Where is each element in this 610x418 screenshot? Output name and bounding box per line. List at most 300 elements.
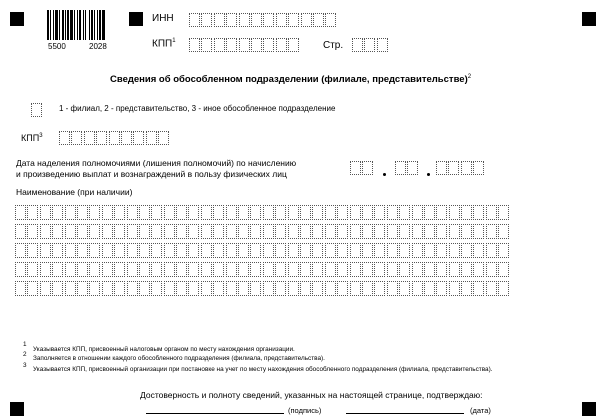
input-cell[interactable] (213, 224, 224, 239)
input-cell[interactable] (31, 103, 42, 117)
input-cell[interactable] (374, 281, 385, 296)
input-cell[interactable] (164, 281, 175, 296)
input-cell[interactable] (238, 243, 249, 258)
input-cell[interactable] (27, 281, 38, 296)
input-cell[interactable] (226, 281, 237, 296)
name-cells-row-3[interactable] (15, 243, 511, 258)
date-month-cells[interactable] (395, 161, 420, 175)
input-cell[interactable] (263, 243, 274, 258)
input-cell[interactable] (312, 205, 323, 220)
input-cell[interactable] (189, 13, 200, 27)
input-cell[interactable] (226, 243, 237, 258)
page-number-cells[interactable] (352, 38, 389, 52)
input-cell[interactable] (188, 281, 199, 296)
subdivision-type-hint: 1 - филиал, 2 - представительство, 3 - иное обособленное подразделение (59, 104, 336, 113)
name-cells-row-1[interactable] (15, 205, 511, 220)
input-cell[interactable] (350, 161, 361, 175)
input-cell[interactable] (288, 224, 299, 239)
input-cell[interactable] (362, 224, 373, 239)
input-cell[interactable] (65, 281, 76, 296)
page-label: Стр. (323, 40, 344, 51)
input-cell[interactable] (461, 224, 472, 239)
subdivision-kpp-footnote-mark: 3 (39, 133, 43, 139)
input-cell[interactable] (312, 262, 323, 277)
input-cell[interactable] (449, 262, 460, 277)
footnote-2-number: 2 (23, 351, 27, 358)
name-label: Наименование (при наличии) (16, 187, 133, 197)
input-cell[interactable] (226, 224, 237, 239)
barcode-bar (99, 10, 101, 40)
input-cell[interactable] (412, 281, 423, 296)
input-cell[interactable] (59, 131, 70, 145)
input-cell[interactable] (251, 13, 262, 27)
name-cells-row-4[interactable] (15, 262, 511, 277)
subdivision-kpp-label-text: КПП (21, 133, 40, 143)
input-cell[interactable] (424, 243, 435, 258)
input-cell[interactable] (214, 38, 225, 52)
input-cell[interactable] (275, 281, 286, 296)
input-cell[interactable] (114, 205, 125, 220)
input-cell[interactable] (139, 205, 150, 220)
input-cell[interactable] (40, 262, 51, 277)
input-cell[interactable] (127, 243, 138, 258)
input-cell[interactable] (27, 205, 38, 220)
input-cell[interactable] (337, 281, 348, 296)
input-cell[interactable] (15, 205, 26, 220)
input-cell[interactable] (201, 13, 212, 27)
input-cell[interactable] (89, 205, 100, 220)
input-cell[interactable] (486, 205, 497, 220)
input-cell[interactable] (436, 243, 447, 258)
input-cell[interactable] (89, 224, 100, 239)
input-cell[interactable] (374, 205, 385, 220)
input-cell[interactable] (461, 205, 472, 220)
input-cell[interactable] (89, 243, 100, 258)
input-cell[interactable] (362, 243, 373, 258)
input-cell[interactable] (288, 13, 299, 27)
input-cell[interactable] (436, 205, 447, 220)
input-cell[interactable] (213, 243, 224, 258)
input-cell[interactable] (139, 281, 150, 296)
input-cell[interactable] (114, 281, 125, 296)
input-cell[interactable] (250, 205, 261, 220)
input-cell[interactable] (164, 224, 175, 239)
input-cell[interactable] (176, 243, 187, 258)
input-cell[interactable] (263, 262, 274, 277)
input-cell[interactable] (214, 13, 225, 27)
barcode-bar (102, 10, 105, 40)
inn-cells[interactable] (189, 13, 338, 27)
input-cell[interactable] (201, 243, 212, 258)
footnote-3-number: 3 (23, 362, 27, 369)
footnote-2-text: Заполняется в отношении каждого обособленного подразделения (филиала, представительства). (33, 355, 325, 362)
input-cell[interactable] (473, 205, 484, 220)
input-cell[interactable] (89, 281, 100, 296)
input-cell[interactable] (176, 262, 187, 277)
input-cell[interactable] (201, 281, 212, 296)
input-cell[interactable] (226, 262, 237, 277)
barcode (47, 10, 119, 40)
input-cell[interactable] (15, 281, 26, 296)
input-cell[interactable] (102, 224, 113, 239)
input-cell[interactable] (275, 262, 286, 277)
input-cell[interactable] (288, 205, 299, 220)
input-cell[interactable] (374, 262, 385, 277)
subdivision-kpp-cells[interactable] (59, 131, 171, 145)
input-cell[interactable] (139, 262, 150, 277)
registration-mark-top-left (10, 12, 24, 26)
input-cell[interactable] (114, 243, 125, 258)
input-cell[interactable] (498, 205, 509, 220)
name-cells-row-5[interactable] (15, 281, 511, 296)
input-cell[interactable] (263, 281, 274, 296)
input-cell[interactable] (176, 205, 187, 220)
inn-label: ИНН (152, 13, 174, 24)
input-cell[interactable] (337, 262, 348, 277)
input-cell[interactable] (65, 224, 76, 239)
input-cell[interactable] (52, 243, 63, 258)
input-cell[interactable] (300, 281, 311, 296)
input-cell[interactable] (27, 262, 38, 277)
input-cell[interactable] (65, 205, 76, 220)
input-cell[interactable] (201, 205, 212, 220)
input-cell[interactable] (27, 243, 38, 258)
barcode-bar (97, 10, 98, 40)
input-cell[interactable] (387, 224, 398, 239)
input-cell[interactable] (151, 262, 162, 277)
input-cell[interactable] (226, 38, 237, 52)
registration-mark-bottom-left (10, 402, 24, 416)
input-cell[interactable] (239, 38, 250, 52)
input-cell[interactable] (201, 262, 212, 277)
input-cell[interactable] (127, 281, 138, 296)
input-cell[interactable] (362, 262, 373, 277)
input-cell[interactable] (288, 38, 299, 52)
input-cell[interactable] (151, 243, 162, 258)
input-cell[interactable] (213, 205, 224, 220)
input-cell[interactable] (313, 13, 324, 27)
date-label-line-2: и произведению выплат и вознаграждений в пользу физических лиц (16, 169, 287, 179)
input-cell[interactable] (377, 38, 388, 52)
input-cell[interactable] (387, 205, 398, 220)
input-cell[interactable] (473, 224, 484, 239)
date-separator-1 (383, 173, 386, 176)
input-cell[interactable] (486, 224, 497, 239)
input-cell[interactable] (300, 205, 311, 220)
input-cell[interactable] (350, 262, 361, 277)
input-cell[interactable] (448, 161, 459, 175)
kpp-label (152, 38, 176, 49)
input-cell[interactable] (300, 262, 311, 277)
input-cell[interactable] (121, 131, 132, 145)
input-cell[interactable] (102, 262, 113, 277)
input-cell[interactable] (288, 243, 299, 258)
input-cell[interactable] (486, 243, 497, 258)
barcode-bar (79, 10, 81, 40)
barcode-bar (83, 10, 84, 40)
barcode-bar (65, 10, 66, 40)
input-cell[interactable] (251, 38, 262, 52)
section-title-footnote-mark: 2 (467, 74, 472, 80)
input-cell[interactable] (412, 243, 423, 258)
input-cell[interactable] (362, 205, 373, 220)
kpp-cells[interactable] (189, 38, 301, 52)
input-cell[interactable] (238, 205, 249, 220)
barcode-bar (47, 10, 49, 40)
input-cell[interactable] (139, 224, 150, 239)
kpp-footnote-mark: 1 (172, 38, 176, 44)
input-cell[interactable] (238, 281, 249, 296)
barcode-bar (91, 10, 93, 40)
input-cell[interactable] (77, 281, 88, 296)
input-cell[interactable] (65, 262, 76, 277)
input-cell[interactable] (424, 262, 435, 277)
input-cell[interactable] (374, 224, 385, 239)
input-cell[interactable] (387, 243, 398, 258)
input-cell[interactable] (399, 281, 410, 296)
input-cell[interactable] (461, 161, 472, 175)
input-cell[interactable] (325, 243, 336, 258)
input-cell[interactable] (27, 224, 38, 239)
input-cell[interactable] (399, 262, 410, 277)
input-cell[interactable] (364, 38, 375, 52)
barcode-bar (50, 10, 51, 40)
input-cell[interactable] (275, 205, 286, 220)
input-cell[interactable] (40, 281, 51, 296)
date-separator-2 (427, 173, 430, 176)
input-cell[interactable] (201, 38, 212, 52)
input-cell[interactable] (412, 205, 423, 220)
input-cell[interactable] (461, 281, 472, 296)
date-caption: (дата) (470, 406, 491, 415)
input-cell[interactable] (288, 281, 299, 296)
input-cell[interactable] (276, 13, 287, 27)
input-cell[interactable] (250, 262, 261, 277)
input-cell[interactable] (188, 205, 199, 220)
input-cell[interactable] (350, 205, 361, 220)
input-cell[interactable] (325, 13, 336, 27)
input-cell[interactable] (436, 281, 447, 296)
input-cell[interactable] (424, 281, 435, 296)
input-cell[interactable] (337, 224, 348, 239)
input-cell[interactable] (424, 205, 435, 220)
input-cell[interactable] (312, 224, 323, 239)
input-cell[interactable] (40, 224, 51, 239)
input-cell[interactable] (102, 243, 113, 258)
input-cell[interactable] (449, 205, 460, 220)
input-cell[interactable] (461, 262, 472, 277)
input-cell[interactable] (239, 13, 250, 27)
input-cell[interactable] (114, 262, 125, 277)
input-cell[interactable] (449, 224, 460, 239)
input-cell[interactable] (15, 243, 26, 258)
input-cell[interactable] (164, 205, 175, 220)
input-cell[interactable] (300, 224, 311, 239)
barcode-bar (53, 10, 54, 40)
input-cell[interactable] (250, 224, 261, 239)
input-cell[interactable] (325, 224, 336, 239)
input-cell[interactable] (158, 131, 169, 145)
signature-label: (подпись) (288, 406, 322, 415)
input-cell[interactable] (127, 262, 138, 277)
input-cell[interactable] (399, 224, 410, 239)
barcode-bar (77, 10, 78, 40)
input-cell[interactable] (263, 38, 274, 52)
input-cell[interactable] (473, 161, 484, 175)
input-cell[interactable] (188, 262, 199, 277)
input-cell[interactable] (337, 205, 348, 220)
input-cell[interactable] (127, 205, 138, 220)
footnote-1-number: 1 (23, 341, 27, 348)
input-cell[interactable] (436, 262, 447, 277)
input-cell[interactable] (133, 131, 144, 145)
input-cell[interactable] (213, 281, 224, 296)
input-cell[interactable] (52, 262, 63, 277)
date-label-line-1: Дата наделения полномочиями (лишения полномочий) по начислению (16, 158, 297, 168)
input-cell[interactable] (449, 243, 460, 258)
input-cell[interactable] (96, 131, 107, 145)
date-day-cells[interactable] (350, 161, 375, 175)
input-cell[interactable] (164, 262, 175, 277)
input-cell[interactable] (498, 262, 509, 277)
date-year-cells[interactable] (436, 161, 486, 175)
input-cell[interactable] (275, 224, 286, 239)
input-cell[interactable] (263, 205, 274, 220)
input-cell[interactable] (65, 243, 76, 258)
input-cell[interactable] (301, 13, 312, 27)
input-cell[interactable] (424, 224, 435, 239)
input-cell[interactable] (89, 262, 100, 277)
input-cell[interactable] (250, 281, 261, 296)
input-cell[interactable] (114, 224, 125, 239)
input-cell[interactable] (176, 224, 187, 239)
input-cell[interactable] (84, 131, 95, 145)
input-cell[interactable] (352, 38, 363, 52)
input-cell[interactable] (399, 243, 410, 258)
input-cell[interactable] (399, 205, 410, 220)
input-cell[interactable] (102, 281, 113, 296)
input-cell[interactable] (498, 224, 509, 239)
signature-line[interactable] (146, 413, 284, 414)
input-cell[interactable] (461, 243, 472, 258)
barcode-bar (67, 10, 69, 40)
input-cell[interactable] (52, 281, 63, 296)
input-cell[interactable] (350, 243, 361, 258)
input-cell[interactable] (449, 281, 460, 296)
input-cell[interactable] (486, 262, 497, 277)
input-cell[interactable] (238, 262, 249, 277)
input-cell[interactable] (176, 281, 187, 296)
input-cell[interactable] (15, 262, 26, 277)
input-cell[interactable] (52, 224, 63, 239)
input-cell[interactable] (77, 224, 88, 239)
input-cell[interactable] (77, 205, 88, 220)
input-cell[interactable] (127, 224, 138, 239)
input-cell[interactable] (300, 243, 311, 258)
input-cell[interactable] (350, 281, 361, 296)
input-cell[interactable] (40, 243, 51, 258)
registration-mark-bottom-right (582, 402, 596, 416)
input-cell[interactable] (473, 243, 484, 258)
input-cell[interactable] (238, 224, 249, 239)
input-cell[interactable] (77, 243, 88, 258)
input-cell[interactable] (325, 205, 336, 220)
input-cell[interactable] (164, 243, 175, 258)
input-cell[interactable] (337, 243, 348, 258)
input-cell[interactable] (146, 131, 157, 145)
input-cell[interactable] (486, 281, 497, 296)
input-cell[interactable] (77, 262, 88, 277)
input-cell[interactable] (312, 243, 323, 258)
input-cell[interactable] (312, 281, 323, 296)
input-cell[interactable] (275, 243, 286, 258)
barcode-bar (59, 10, 60, 40)
input-cell[interactable] (250, 243, 261, 258)
input-cell[interactable] (263, 13, 274, 27)
input-cell[interactable] (412, 224, 423, 239)
input-cell[interactable] (395, 161, 406, 175)
input-cell[interactable] (151, 224, 162, 239)
input-cell[interactable] (473, 281, 484, 296)
subdivision-type-cell[interactable] (31, 103, 43, 117)
input-cell[interactable] (498, 243, 509, 258)
date-line[interactable] (346, 413, 464, 414)
registration-mark-top-right (582, 12, 596, 26)
input-cell[interactable] (263, 224, 274, 239)
input-cell[interactable] (412, 262, 423, 277)
input-cell[interactable] (325, 262, 336, 277)
input-cell[interactable] (189, 38, 200, 52)
barcode-bar (74, 10, 75, 40)
input-cell[interactable] (325, 281, 336, 296)
input-cell[interactable] (407, 161, 418, 175)
input-cell[interactable] (498, 281, 509, 296)
input-cell[interactable] (40, 205, 51, 220)
input-cell[interactable] (151, 281, 162, 296)
input-cell[interactable] (276, 38, 287, 52)
input-cell[interactable] (374, 243, 385, 258)
input-cell[interactable] (109, 131, 120, 145)
input-cell[interactable] (213, 262, 224, 277)
input-cell[interactable] (201, 224, 212, 239)
input-cell[interactable] (52, 205, 63, 220)
footnote-3-text: Указывается КПП, присвоенный организации при постановке на учет по месту нахождения обособленного подразделения (филиала, представительства). (33, 366, 493, 373)
input-cell[interactable] (362, 161, 373, 175)
input-cell[interactable] (387, 281, 398, 296)
input-cell[interactable] (226, 205, 237, 220)
input-cell[interactable] (387, 262, 398, 277)
input-cell[interactable] (350, 224, 361, 239)
input-cell[interactable] (226, 13, 237, 27)
input-cell[interactable] (473, 262, 484, 277)
barcode-number-left: 5500 (48, 42, 66, 51)
registration-mark-top-middle (129, 12, 143, 26)
input-cell[interactable] (151, 205, 162, 220)
confirmation-text: Достоверность и полноту сведений, указанных на настоящей странице, подтверждаю: (140, 390, 483, 400)
input-cell[interactable] (15, 224, 26, 239)
input-cell[interactable] (102, 205, 113, 220)
input-cell[interactable] (188, 243, 199, 258)
input-cell[interactable] (188, 224, 199, 239)
input-cell[interactable] (139, 243, 150, 258)
name-cells-row-2[interactable] (15, 224, 511, 239)
input-cell[interactable] (71, 131, 82, 145)
barcode-bar (62, 10, 64, 40)
input-cell[interactable] (436, 224, 447, 239)
input-cell[interactable] (436, 161, 447, 175)
input-cell[interactable] (288, 262, 299, 277)
input-cell[interactable] (362, 281, 373, 296)
